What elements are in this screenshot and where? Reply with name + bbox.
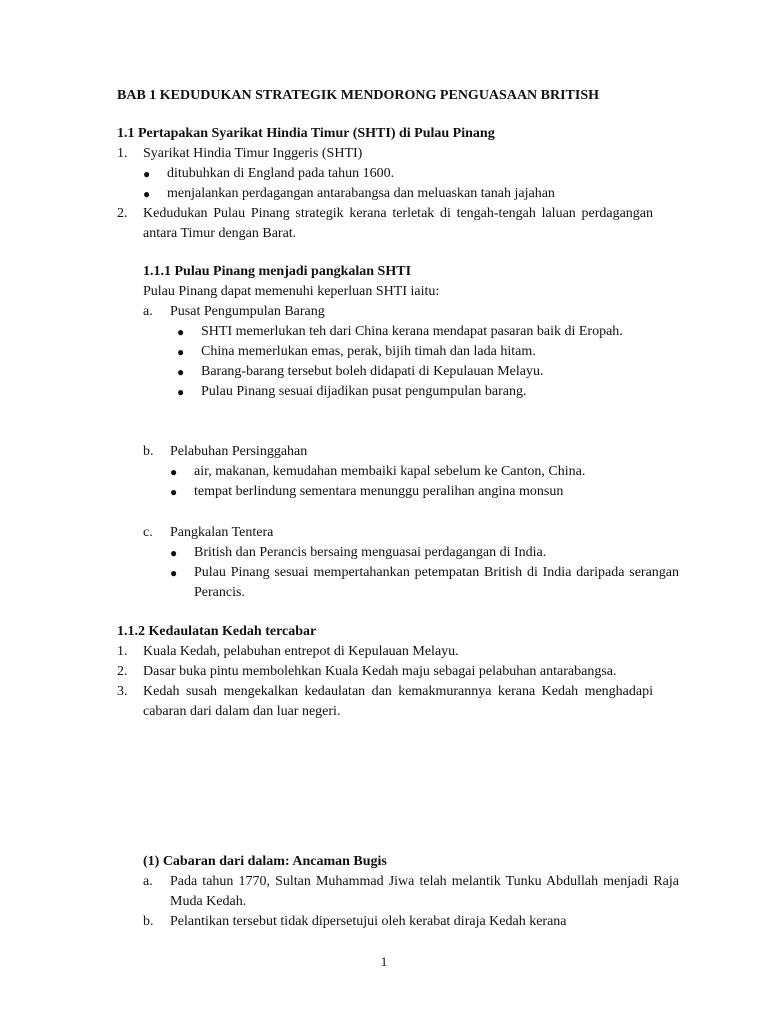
list-text: Kedudukan Pulau Pinang strategik kerana terletak di tengah-tengah laluan perdagangan antara Timur dengan Barat.	[143, 206, 653, 241]
subsection-title: Pelabuhan Persinggahan	[170, 444, 308, 459]
list-text: Kuala Kedah, pelabuhan entrepot di Kepulauan Melayu.	[143, 644, 459, 659]
list-item	[117, 662, 653, 682]
list-number: 2.	[117, 664, 128, 679]
bullet-item	[143, 482, 679, 502]
bullet-text: China memerlukan emas, perak, bijih timah dan lada hitam.	[201, 344, 536, 359]
list-number: 3.	[117, 684, 128, 699]
list-item	[117, 682, 653, 722]
bullet-item	[143, 382, 679, 402]
list-label: b.	[143, 914, 154, 929]
list-item	[117, 144, 653, 164]
bullet-item	[117, 184, 653, 204]
subsection-label: b.	[143, 444, 154, 459]
bullet-icon: ●	[170, 566, 178, 580]
subsection-a	[117, 302, 679, 402]
chapter-title: BAB 1 KEDUDUKAN STRATEGIK MENDORONG PENGUASAAN BRITISH	[117, 88, 600, 103]
subsection-title-row	[143, 442, 679, 462]
section-1-1-list	[117, 144, 653, 244]
section-heading-1-1-1: 1.1.1 Pulau Pinang menjadi pangkalan SHTI	[143, 264, 412, 279]
bullet-item	[143, 543, 679, 563]
bullet-text: air, makanan, kemudahan membaiki kapal sebelum ke Canton, China.	[194, 464, 586, 479]
bullet-icon: ●	[143, 167, 151, 181]
bullet-text: menjalankan perdagangan antarabangsa dan meluaskan tanah jajahan	[167, 186, 555, 201]
subsection-heading-cabaran: (1) Cabaran dari dalam: Ancaman Bugis	[143, 854, 387, 869]
bullet-icon: ●	[177, 325, 185, 339]
page-number: 1	[380, 954, 388, 969]
bullet-icon: ●	[143, 187, 151, 201]
bullet-item	[117, 164, 653, 184]
list-item	[117, 204, 653, 244]
bullet-item	[143, 362, 679, 382]
list-number: 1.	[117, 146, 128, 161]
list-text: Pada tahun 1770, Sultan Muhammad Jiwa telah melantik Tunku Abdullah menjadi Raja Muda Kedah.	[170, 874, 679, 909]
bullet-item	[143, 322, 679, 342]
bullet-text: tempat berlindung sementara menunggu peralihan angina monsun	[194, 484, 564, 499]
bullet-icon: ●	[170, 465, 178, 479]
section-intro: Pulau Pinang dapat memenuhi keperluan SHTI iaitu:	[143, 284, 440, 299]
section-heading-1-1: 1.1 Pertapakan Syarikat Hindia Timur (SHTI) di Pulau Pinang	[117, 126, 495, 141]
bullet-icon: ●	[177, 345, 185, 359]
cabaran-list	[117, 872, 679, 932]
bullet-text: ditubuhkan di England pada tahun 1600.	[167, 166, 395, 181]
bullet-icon: ●	[177, 365, 185, 379]
section-1-1-2-list	[117, 642, 653, 722]
list-number: 2.	[117, 206, 128, 221]
subsection-label: c.	[143, 525, 153, 540]
list-text: Kedah susah mengekalkan kedaulatan dan kemakmurannya kerana Kedah menghadapi cabaran dari dalam dan luar negeri.	[143, 684, 653, 719]
list-text: Dasar buka pintu membolehkan Kuala Kedah maju sebagai pelabuhan antarabangsa.	[143, 664, 617, 679]
list-number: 1.	[117, 644, 128, 659]
list-text: Pelantikan tersebut tidak dipersetujui oleh kerabat diraja Kedah kerana	[170, 914, 567, 929]
list-item	[143, 912, 679, 932]
subsection-title: Pusat Pengumpulan Barang	[170, 304, 325, 319]
bullet-icon: ●	[170, 546, 178, 560]
bullet-text: Pulau Pinang sesuai mempertahankan petempatan British di India daripada serangan Perancis.	[194, 565, 679, 600]
bullet-item	[143, 342, 679, 362]
subsection-c	[117, 523, 679, 603]
list-label: a.	[143, 874, 153, 889]
bullet-text: Pulau Pinang sesuai dijadikan pusat pengumpulan barang.	[201, 384, 527, 399]
bullet-text: Barang-barang tersebut boleh didapati di Kepulauan Melayu.	[201, 364, 544, 379]
subsection-title-row	[143, 523, 679, 543]
bullet-item	[143, 563, 679, 603]
subsection-title: Pangkalan Tentera	[170, 525, 274, 540]
list-item	[117, 642, 653, 662]
subsection-b	[117, 442, 679, 502]
bullet-text: British dan Perancis bersaing menguasai perdagangan di India.	[194, 545, 547, 560]
bullet-text: SHTI memerlukan teh dari China kerana mendapat pasaran baik di Eropah.	[201, 324, 623, 339]
subsection-label: a.	[143, 304, 153, 319]
list-item	[143, 872, 679, 912]
bullet-icon: ●	[170, 485, 178, 499]
list-text: Syarikat Hindia Timur Inggeris (SHTI)	[143, 146, 363, 161]
section-heading-1-1-2: 1.1.2 Kedaulatan Kedah tercabar	[117, 624, 317, 639]
bullet-item	[143, 462, 679, 482]
bullet-icon: ●	[177, 385, 185, 399]
subsection-title-row	[143, 302, 679, 322]
